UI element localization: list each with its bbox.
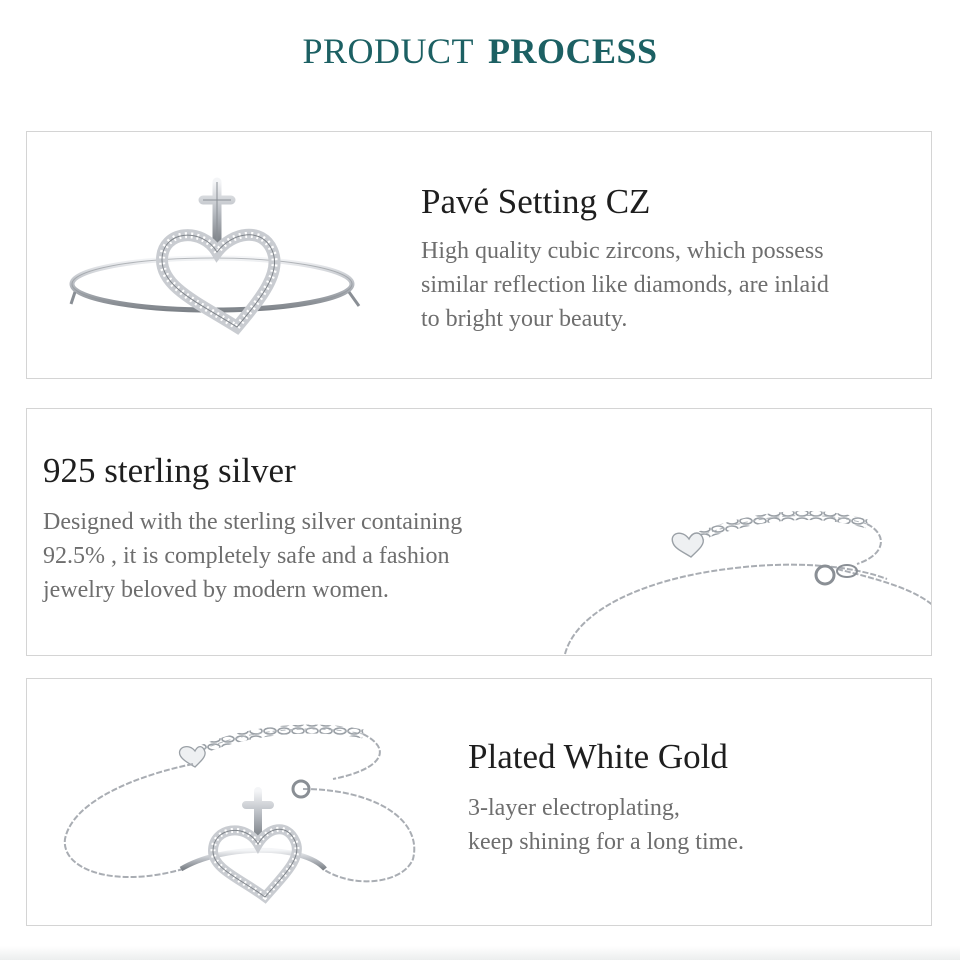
description-line: 3-layer electroplating, <box>468 795 680 821</box>
description-line: jewelry beloved by modern women. <box>43 577 389 603</box>
feature-description <box>43 505 462 607</box>
description-line: Designed with the sterling silver containing <box>43 509 463 535</box>
heart-cross-bracelet-closeup-image <box>67 172 367 342</box>
title-part-process: PROCESS <box>487 31 658 71</box>
feature-panel-white-gold <box>26 678 932 926</box>
feature-panel-sterling-silver <box>26 408 932 656</box>
feature-panel-pave-setting <box>26 131 932 379</box>
feature-heading: 925 sterling silver <box>43 451 296 490</box>
feature-heading: Plated White Gold <box>468 737 728 776</box>
description-line: 92.5% , it is completely safe and a fashion <box>43 543 450 569</box>
description-line: High quality cubic zircons, which possess <box>421 238 824 264</box>
silver-chain-with-clasp-image <box>557 509 932 656</box>
heart-cross-bracelet-full-image <box>53 719 423 899</box>
page-title <box>0 30 960 72</box>
description-line: to bright your beauty. <box>421 306 628 332</box>
feature-heading: Pavé Setting CZ <box>421 182 651 221</box>
feature-description <box>468 791 744 859</box>
bottom-fade <box>0 946 960 960</box>
description-line: similar reflection like diamonds, are inlaid <box>421 272 829 298</box>
title-part-product: PRODUCT <box>302 31 474 71</box>
feature-description <box>421 234 829 336</box>
description-line: keep shining for a long time. <box>468 829 744 855</box>
